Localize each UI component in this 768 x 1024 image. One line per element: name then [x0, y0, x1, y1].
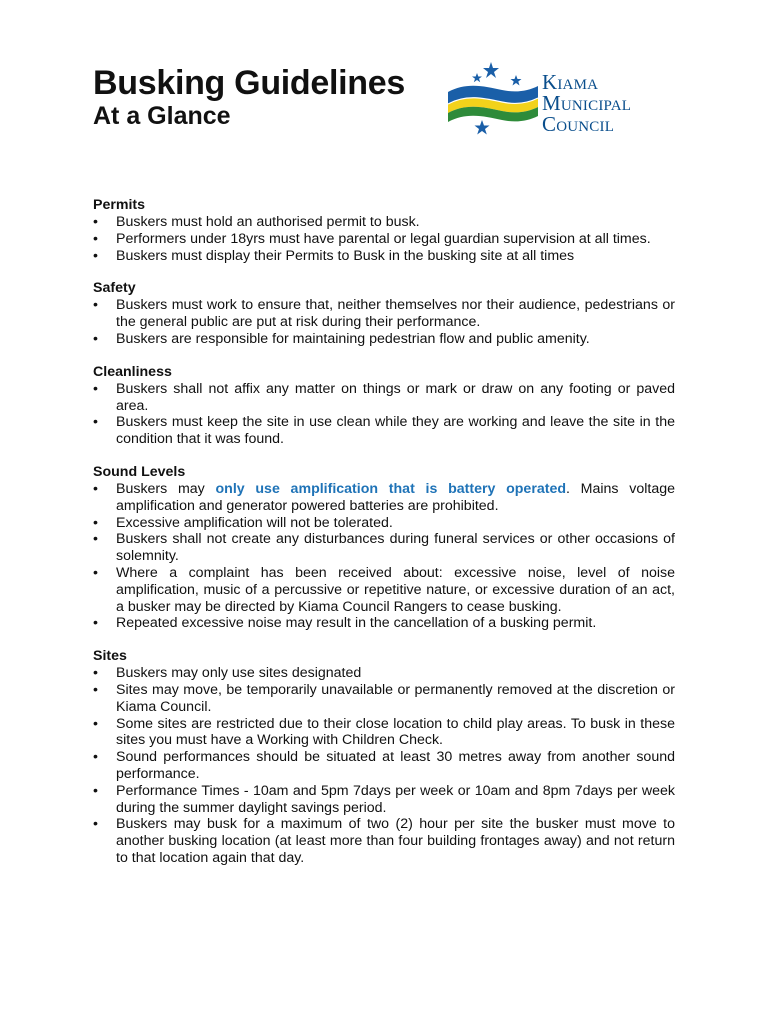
list-item — [93, 682, 675, 716]
list-item — [93, 248, 675, 265]
list-item — [93, 231, 675, 248]
bullet-icon: • — [93, 247, 98, 264]
bullet-icon: • — [93, 380, 98, 397]
bullet-icon: • — [93, 297, 98, 314]
list-item — [93, 531, 675, 565]
list-item-text: Sound performances should be situated at least 30 metres away from another sound performance. — [116, 749, 675, 782]
bullet-icon: • — [93, 480, 98, 497]
list-item-text: Performance Times - 10am and 5pm 7days per week or 10am and 8pm 7days per week during the summer daylight savings period. — [116, 782, 675, 816]
section-heading: Sites — [93, 648, 127, 665]
section-heading: Safety — [93, 280, 136, 297]
bullet-icon: • — [93, 531, 98, 548]
list-item — [93, 381, 675, 415]
list-item — [93, 481, 675, 515]
list-item-text: Buskers may only use sites designated — [116, 665, 362, 682]
council-logo-emblem — [444, 60, 540, 140]
bullet-icon: • — [93, 414, 98, 431]
list-item-text: Repeated excessive noise may result in the cancellation of a busking permit. — [116, 615, 597, 632]
bullet-list — [93, 481, 675, 632]
bullet-list — [93, 297, 675, 347]
bullet-icon: • — [93, 665, 98, 682]
bullet-icon: • — [93, 230, 98, 247]
list-item — [93, 783, 675, 817]
bullet-list — [93, 381, 675, 448]
list-item-text: Buskers must display their Permits to Busk in the busking site at all times — [116, 247, 575, 264]
list-item — [93, 816, 675, 866]
list-item — [93, 331, 675, 348]
list-item — [93, 297, 675, 331]
list-item — [93, 749, 675, 783]
logo-line-2: Municipal — [542, 91, 632, 115]
bullet-icon: • — [93, 615, 98, 632]
logo-line-1: Kiama — [542, 70, 599, 94]
list-item-text: Buskers must hold an authorised permit to busk. — [116, 214, 420, 230]
list-item-text: Where a complaint has been received about: excessive noise, level of noise amplification, music of a percussive or repetitive nature, or excessive duration of an act, a busker may be directed by Kiama Council Rangers to cease busking. — [116, 564, 675, 615]
section-permits — [93, 197, 675, 264]
list-item-text-post: . Mains voltage amplification and generator powered batteries are prohibited. — [116, 480, 675, 514]
list-item-text: Sites may move, be temporarily unavailable or permanently removed at the discretion or Kiama Council. — [116, 681, 675, 715]
list-item-text: Buskers must keep the site in use clean while they are working and leave the site in the condition that it was found. — [116, 414, 675, 448]
section-heading: Sound Levels — [93, 463, 186, 480]
section-cleanliness — [93, 364, 675, 448]
bullet-list — [93, 665, 675, 867]
bullet-icon: • — [93, 514, 98, 531]
list-item — [93, 615, 675, 632]
bullet-icon: • — [93, 214, 98, 230]
list-item — [93, 565, 675, 615]
list-item-text: Performers under 18yrs must have parental or legal guardian supervision at all times. — [116, 230, 651, 247]
list-item-text: Some sites are restricted due to their close location to child play areas. To busk in these sites you must have a Working with Children Check. — [116, 715, 675, 749]
section-heading: Cleanliness — [93, 363, 172, 380]
page-subtitle: At a Glance — [93, 102, 231, 130]
bullet-icon: • — [93, 564, 98, 581]
council-logo-text — [542, 72, 631, 135]
list-item-text: Buskers shall not create any disturbances during funeral services or other occasions of solemnity. — [116, 531, 675, 565]
list-item — [93, 665, 675, 682]
bullet-icon: • — [93, 715, 98, 732]
section-sound-levels — [93, 464, 675, 632]
list-item — [93, 214, 675, 231]
bullet-icon: • — [93, 681, 98, 698]
bullet-icon: • — [93, 330, 98, 347]
list-item — [93, 515, 675, 532]
logo-line-3: Council — [542, 112, 615, 136]
bullet-icon: • — [93, 816, 98, 833]
list-item-text: Buskers shall not affix any matter on things or mark or draw on any footing or paved area. — [116, 380, 675, 414]
section-sites — [93, 648, 675, 867]
list-item-text: Excessive amplification will not be tolerated. — [116, 514, 393, 531]
list-item-text: Buskers must work to ensure that, neither themselves nor their audience, pedestrians or the general public are put at risk during their performance. — [116, 297, 675, 331]
bullet-list — [93, 214, 675, 264]
highlighted-text: only use amplification that is battery operated — [215, 480, 567, 497]
list-item-text: Buskers are responsible for maintaining pedestrian flow and public amenity. — [116, 330, 590, 347]
page-title: Busking Guidelines — [93, 64, 405, 102]
guidelines-content — [93, 197, 675, 883]
list-item-text: Buskers may busk for a maximum of two (2) hour per site the busker must move to another busking location (at least more than four building frontages away) and not return to that location again that day. — [116, 816, 675, 866]
section-safety — [93, 280, 675, 347]
bullet-icon: • — [93, 749, 98, 766]
section-heading: Permits — [93, 197, 146, 213]
list-item — [93, 716, 675, 750]
list-item — [93, 414, 675, 448]
council-logo — [444, 60, 684, 140]
list-item-text-pre: Buskers may — [116, 480, 216, 497]
bullet-icon: • — [93, 782, 98, 799]
